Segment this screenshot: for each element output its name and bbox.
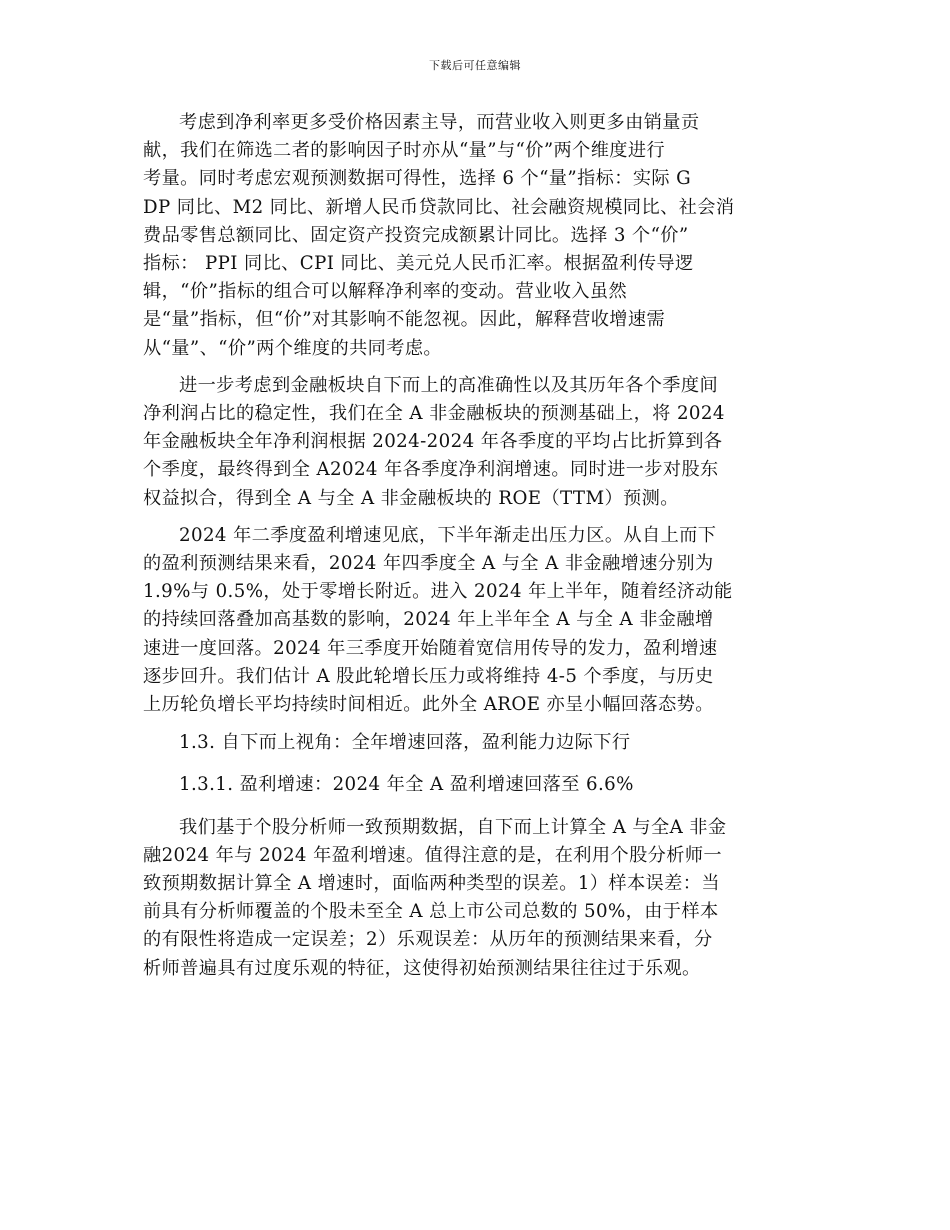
subsection-heading: 1.3.1. 盈利增速：2024 年全 A 盈利增速回落至 6.6% (179, 774, 634, 796)
text-line: 上历轮负增长平均持续时间相近。此外全 AROE 亦呈小幅回落态势。 (143, 694, 714, 716)
text-line: 致预期数据计算全 A 增速时，面临两种类型的误差。1）样本误差：当 (143, 873, 720, 895)
text-line: 净利润占比的稳定性，我们在全 A 非金融板块的预测基础上，将 2024 (143, 403, 725, 425)
text-line: 是“量”指标，但“价”对其影响不能忽视。因此，解释营收增速需 (143, 309, 666, 331)
text-line: 的有限性将造成一定误差；2）乐观误差：从历年的预测结果来看，分 (143, 929, 713, 951)
text-line: 年金融板块全年净利润根据 2024-2024 年各季度的平均占比折算到各 (143, 431, 723, 453)
document-body (143, 109, 807, 983)
text-line: 考量。同时考虑宏观预测数据可得性，选择 6 个“量”指标：实际 G (143, 168, 692, 190)
text-line: 逐步回升。我们估计 A 股此轮增长压力或将维持 4-5 个季度，与历史 (143, 665, 714, 687)
section-heading: 1.3. 自下而上视角：全年增速回落，盈利能力边际下行 (179, 732, 631, 754)
text-line: DP 同比、M2 同比、新增人民币贷款同比、社会融资规模同比、社会消 (143, 196, 735, 218)
text-line: 2024 年二季度盈利增速见底，下半年渐走出压力区。从自上而下 (179, 524, 717, 546)
text-line: 前具有分析师覆盖的个股未至全 A 总上市公司总数的 50%，由于样本 (143, 901, 719, 923)
text-line: 1.9%与 0.5%，处于零增长附近。进入 2024 年上半年，随着经济动能 (143, 581, 733, 603)
text-line: 权益拟合，得到全 A 与全 A 非金融板块的 ROE（TTM）预测。 (143, 487, 679, 509)
text-line: 费品零售总额同比、固定资产投资完成额累计同比。选择 3 个“价” (143, 224, 689, 246)
text-line: 速进一度回落。2024 年三季度开始随着宽信用传导的发力，盈利增速 (143, 637, 718, 659)
page-header: 下载后可任意编辑 (429, 59, 521, 72)
paragraph-price-volume (143, 109, 807, 363)
text-line: 的持续回落叠加高基数的影响，2024 年上半年全 A 与全 A 非金融增 (143, 609, 714, 631)
text-line: 我们基于个股分析师一致预期数据，自下而上计算全 A 与全A 非金 (179, 816, 727, 838)
text-line: 辑，“价”指标的组合可以解释净利率的变动。营业收入虽然 (143, 281, 628, 303)
text-line: 析师普遍具有过度乐观的特征，这使得初始预测结果往往过于乐观。 (143, 957, 701, 979)
text-line: 考虑到净利率更多受价格因素主导，而营业收入则更多由销量贡 (179, 112, 700, 133)
paragraph-financial-sector (143, 372, 807, 513)
text-line: 融2024 年与 2024 年盈利增速。值得注意的是，在利用个股分析师一 (143, 844, 723, 866)
text-line: 指标： PPI 同比、CPI 同比、美元兑人民币汇率。根据盈利传导逻 (143, 253, 694, 275)
paragraph-analyst-consensus (143, 814, 807, 983)
text-line: 从“量”、“价”两个维度的共同考虑。 (143, 337, 443, 359)
paragraph-profit-growth (143, 522, 807, 719)
text-line: 献，我们在筛选二者的影响因子时亦从“量”与“价”两个维度进行 (143, 140, 666, 162)
text-line: 个季度，最终得到全 A2024 年各季度净利润增速。同时进一步对股东 (143, 459, 719, 481)
text-line: 的盈利预测结果来看，2024 年四季度全 A 与全 A 非金融增速分别为 (143, 553, 714, 575)
text-line: 进一步考虑到金融板块自下而上的高准确性以及其历年各个季度间 (179, 374, 719, 396)
